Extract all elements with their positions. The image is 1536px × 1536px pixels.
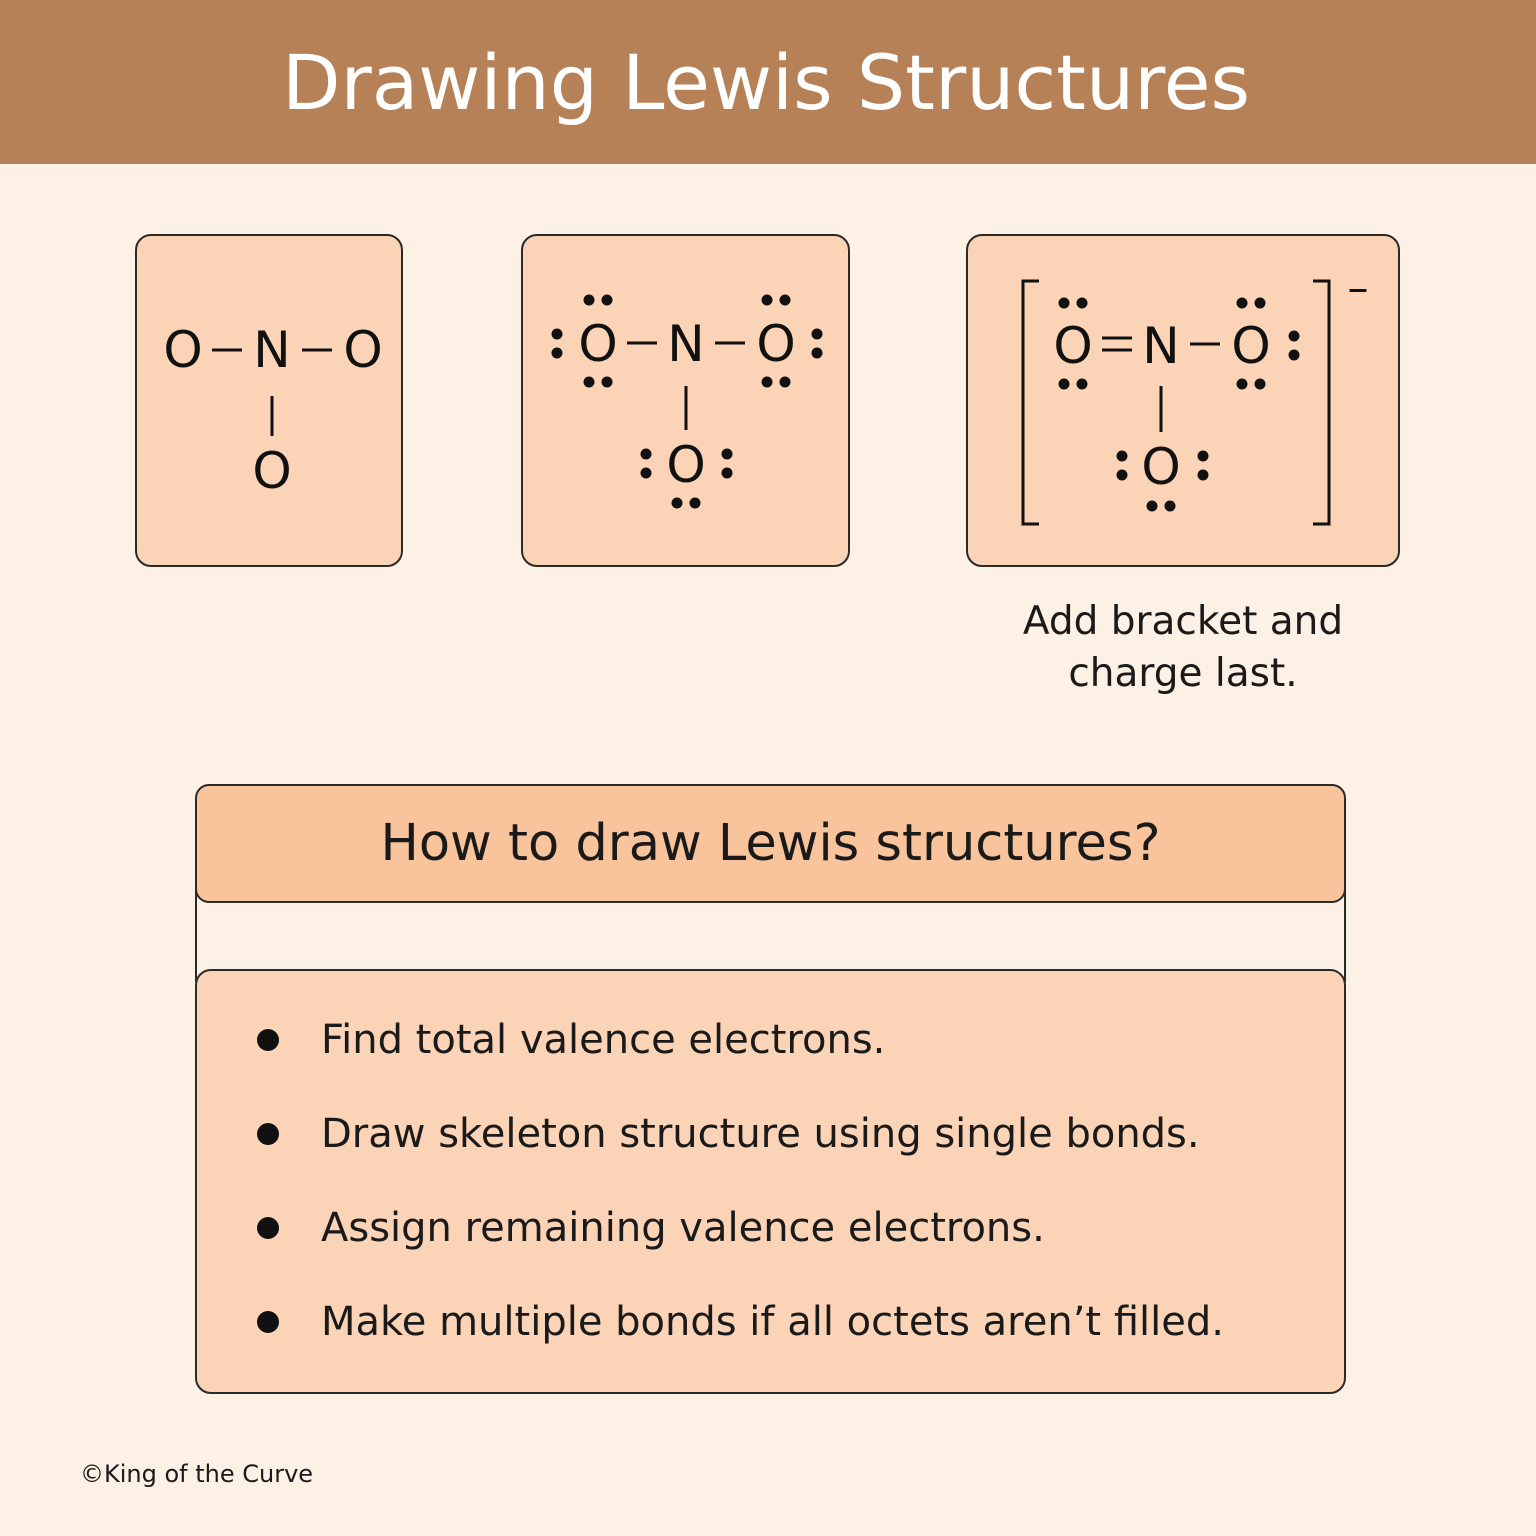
- bracket-caption: [966, 596, 1400, 700]
- list-item: [257, 1299, 1224, 1345]
- atom-center-nitrogen: N: [667, 315, 705, 373]
- list-item: [257, 1017, 885, 1063]
- caption-line: Add bracket and: [1022, 599, 1344, 644]
- step-text: Find total valence electrons.: [321, 1017, 886, 1063]
- connector-line: [1344, 890, 1346, 982]
- left-bracket: [1023, 281, 1039, 524]
- copyright-credit: ©King of the Curve: [80, 1460, 314, 1488]
- atom-bottom-oxygen: O: [1141, 438, 1181, 496]
- atom-right-oxygen: O: [756, 315, 796, 373]
- step-text: Make multiple bonds if all octets aren’t filled.: [321, 1299, 1224, 1345]
- atom-left-oxygen: O: [163, 321, 203, 379]
- atom-center-nitrogen: N: [253, 321, 291, 379]
- guide-heading-box: [195, 784, 1346, 903]
- caption-line: charge last.: [1068, 651, 1298, 696]
- page-title: Drawing Lewis Structures: [281, 37, 1251, 127]
- step-text: Assign remaining valence electrons.: [321, 1205, 1045, 1251]
- final-structure-panel: [966, 234, 1400, 567]
- atom-right-oxygen: O: [1231, 317, 1271, 375]
- list-item: [257, 1111, 1200, 1157]
- right-bracket: [1313, 281, 1329, 524]
- atom-bottom-oxygen: O: [252, 442, 292, 500]
- connector-line: [195, 890, 197, 982]
- bullet-icon: [257, 1311, 279, 1333]
- atom-bottom-oxygen: O: [666, 436, 706, 494]
- guide-heading: How to draw Lewis structures?: [380, 814, 1161, 873]
- lone-pairs-panel: [521, 234, 850, 567]
- bullet-icon: [257, 1029, 279, 1051]
- bullet-icon: [257, 1123, 279, 1145]
- bullet-icon: [257, 1217, 279, 1239]
- steps-list: [195, 969, 1346, 1394]
- lone-pairs-diagram: [523, 236, 852, 569]
- negative-charge: –: [1347, 263, 1369, 312]
- atom-left-oxygen: O: [578, 315, 618, 373]
- final-structure-diagram: [968, 236, 1402, 569]
- title-banner: [0, 0, 1536, 164]
- list-item: [257, 1205, 1045, 1251]
- atom-center-nitrogen: N: [1142, 317, 1180, 375]
- skeleton-structure-diagram: [137, 236, 405, 569]
- atom-right-oxygen: O: [343, 321, 383, 379]
- atom-left-oxygen: O: [1053, 317, 1093, 375]
- step-text: Draw skeleton structure using single bonds.: [321, 1111, 1200, 1157]
- skeleton-structure-panel: [135, 234, 403, 567]
